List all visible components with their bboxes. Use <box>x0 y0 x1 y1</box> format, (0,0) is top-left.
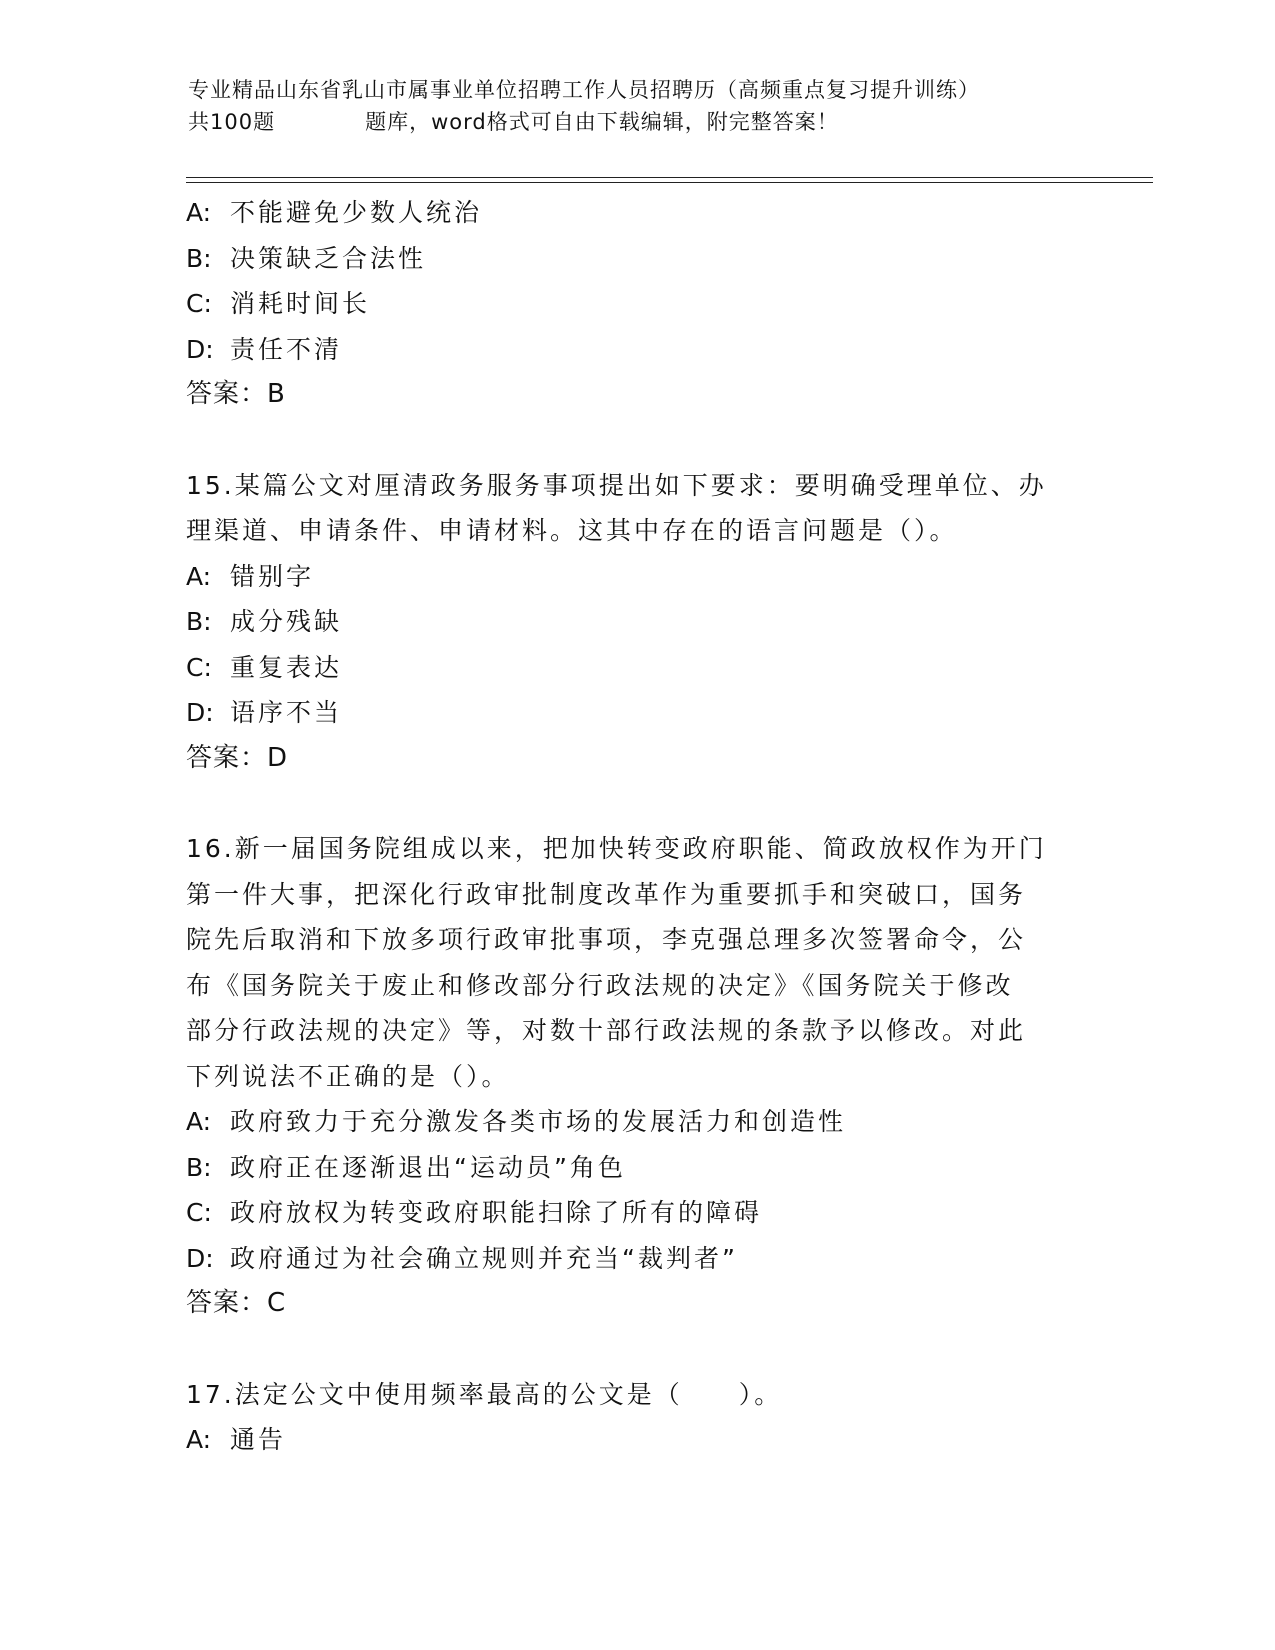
option-b: B: 成分残缺 <box>186 607 343 636</box>
option-a: A: 不能避免少数人统治 <box>186 198 483 227</box>
header-title-line: 专业精品山东省乳山市属事业单位招聘工作人员招聘历（高频重点复习提升训练） <box>188 78 980 102</box>
question-block-17 <box>186 1372 1086 1463</box>
option-a: A: 通告 <box>186 1425 287 1454</box>
header-divider-top <box>186 177 1153 178</box>
question-stem: 15.某篇公文对厘清政务服务事项提出如下要求：要明确受理单位、办 理渠道、申请条件、申请材料。这其中存在的语言问题是（）。 <box>186 470 1047 545</box>
option-b: B: 决策缺乏合法性 <box>186 243 427 273</box>
question-stem: 17.法定公文中使用频率最高的公文是（ ）。 <box>186 1379 783 1409</box>
header-subtitle-line <box>188 106 1068 138</box>
question-block-prev <box>186 190 1086 418</box>
option-c: C: 重复表达 <box>186 652 343 682</box>
answer-line: 答案：B <box>186 379 286 409</box>
question-stem: 16.新一届国务院组成以来，把加快转变政府职能、简政放权作为开门 第一件大事，把深化行政审批制度改革作为重要抓手和突破口，国务 院先后取消和下放多项行政审批事项，李克强总理多次签署命令，公 布《国务院关于废止和修改部分行政法规的决定》《国务院关于修改 部分行政法规的决定》等，对数十部行政法规的条款予以修改。对此 下列说法不正确的是（）。 <box>186 834 1047 1091</box>
option-d: D: 语序不当 <box>186 698 343 727</box>
option-d: D: 政府通过为社会确立规则并充当“裁判者” <box>186 1243 738 1273</box>
document-header <box>188 74 1068 138</box>
option-b: B: 政府正在逐渐退出“运动员”角色 <box>186 1152 626 1182</box>
option-c: C: 消耗时间长 <box>186 289 371 318</box>
question-list <box>186 190 1086 1463</box>
header-divider-bottom <box>186 182 1153 183</box>
answer-line: 答案：C <box>186 1288 287 1318</box>
option-a: A: 错别字 <box>186 561 315 591</box>
answer-line: 答案：D <box>186 742 289 773</box>
option-c: C: 政府放权为转变政府职能扫除了所有的障碍 <box>186 1198 763 1227</box>
header-question-count: 共100题 <box>188 110 276 134</box>
header-description: 题库，word格式可自由下载编辑，附完整答案！ <box>365 110 839 134</box>
question-block-16 <box>186 826 1086 1327</box>
option-a: A: 政府致力于充分激发各类市场的发展活力和创造性 <box>186 1107 847 1136</box>
option-d: D: 责任不清 <box>186 334 343 364</box>
question-block-15 <box>186 463 1086 782</box>
